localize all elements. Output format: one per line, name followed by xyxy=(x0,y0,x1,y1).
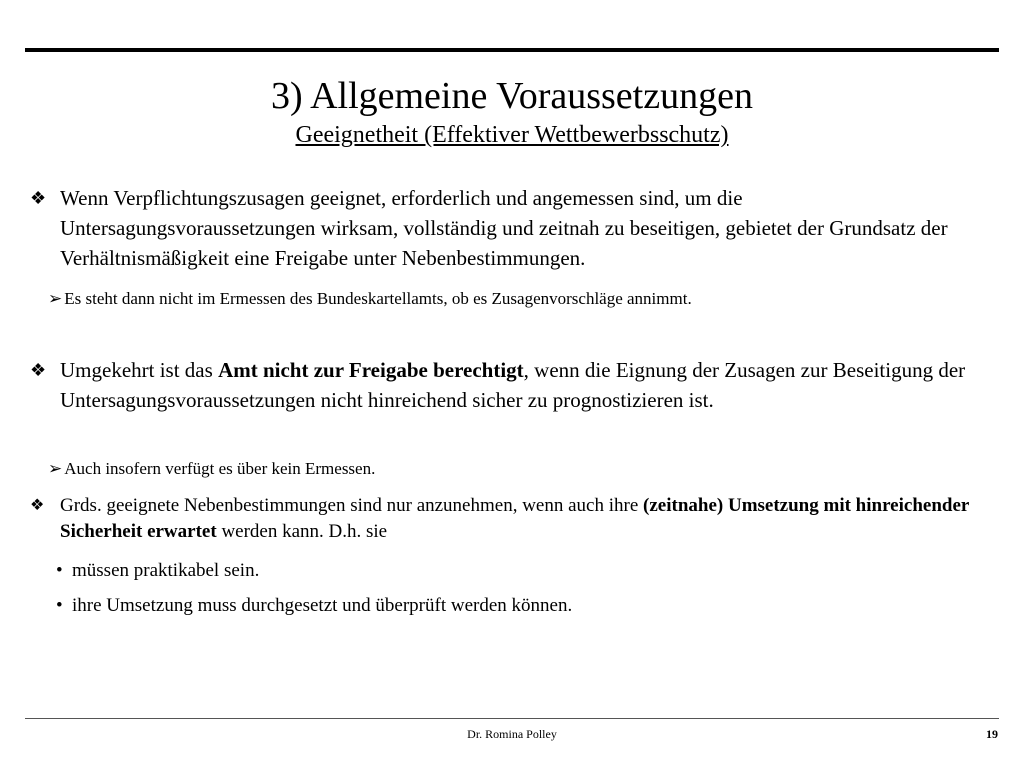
bottom-divider xyxy=(25,718,999,719)
bullet-2-subpoint-text: Auch insofern verfügt es über kein Ermessen. xyxy=(64,459,376,478)
bullet-1-text: Wenn Verpflichtungszusagen geeignet, erforderlich und angemessen sind, um die Untersagungsvoraussetzungen wirksam, vollständig und zeitnah zu beseitigen, gebietet der Grundsatz der Verhältnismäßigkeit eine Freigabe unter Nebenbestimmungen. xyxy=(60,186,948,270)
slide-title: 3) Allgemeine Voraussetzungen xyxy=(271,75,753,117)
bullet-2-text xyxy=(60,355,990,415)
bullet-2 xyxy=(30,355,990,415)
diamond-bullet-icon: ❖ xyxy=(30,188,47,208)
bullet-2-text-bold: Amt nicht zur Freigabe berechtigt xyxy=(218,358,524,382)
dot-bullet-icon: • xyxy=(56,595,63,616)
arrow-bullet-icon: ➢ xyxy=(48,289,63,308)
diamond-bullet-icon: ❖ xyxy=(30,360,47,380)
list-item xyxy=(56,593,956,619)
bullet-2-text-start: Umgekehrt ist das xyxy=(60,358,219,382)
top-divider xyxy=(25,48,999,52)
bullet-1-subpoint-text: Es steht dann nicht im Ermessen des Bundeskartellamts, ob es Zusagenvorschläge annimmt. xyxy=(64,289,692,308)
list-item xyxy=(56,558,956,584)
bullet-1 xyxy=(30,183,990,273)
bullet-3-text-start: Grds. geeignete Nebenbestimmungen sind nur anzunehmen, wenn auch ihre xyxy=(60,495,644,516)
list-item-text: müssen praktikabel sein. xyxy=(72,560,260,581)
list-item-text: ihre Umsetzung muss durchgesetzt und überprüft werden können. xyxy=(72,595,573,616)
arrow-bullet-icon: ➢ xyxy=(48,459,63,478)
bullet-3-text-bold: (zeitnahe) Umsetzung mit hinreichender Sicherheit erwartet xyxy=(60,495,969,542)
diamond-bullet-icon: ❖ xyxy=(30,497,45,514)
slide-subtitle: Geeignetheit (Effektiver Wettbewerbsschutz) xyxy=(295,122,729,148)
footer-author: Dr. Romina Polley xyxy=(467,727,557,741)
bullet-3 xyxy=(30,493,990,545)
dot-bullet-icon: • xyxy=(56,560,63,581)
bullet-2-text-end: , wenn die Eignung der Zusagen zur Beseitigung der Untersagungsvoraussetzungen nicht hinreichend sicher zu prognostizieren ist. xyxy=(60,358,966,412)
bullet-1-subpoint xyxy=(48,286,998,312)
bullet-3-text-end: werden kann. D.h. sie xyxy=(216,521,388,542)
bullet-2-subpoint xyxy=(48,456,998,482)
bullet-3-text xyxy=(60,493,990,545)
page-number: 19 xyxy=(986,727,998,741)
